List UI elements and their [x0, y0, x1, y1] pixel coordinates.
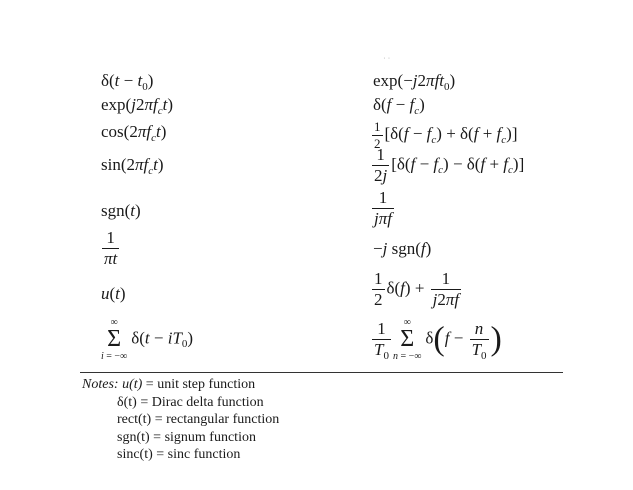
row-1-time-function: $\delta(t - t_0)$	[101, 71, 154, 93]
notes-block	[82, 376, 279, 464]
notes-label: Notes:	[82, 377, 119, 392]
notes-row-5: sinc(t) = sinc function	[117, 447, 241, 462]
scan-specks: ˙˙	[383, 56, 393, 65]
row-4-fourier-transform: $\frac{1}{2j}$ $[\delta(f - f_c) - \delta(f + f_c)]$	[374, 145, 525, 185]
notes-definition: sinc function	[167, 447, 241, 462]
row-8-time-function: ∞ Σ i = −∞ $\delta(t - iT_0)$	[101, 317, 194, 362]
row-8-fourier-transform: $\frac{1}{T_0}$ ∞ Σ n = −∞ δ(f − $\frac{n}{T_0}$ )	[374, 317, 502, 362]
notes-term: sgn(t)	[117, 429, 150, 445]
notes-row-2: δ(t) = Dirac delta function	[117, 394, 264, 410]
notes-definition: Dirac delta function	[151, 394, 264, 410]
notes-term: sinc(t)	[117, 447, 153, 462]
row-7-time-function: u(t)	[101, 284, 126, 303]
notes-term: δ(t)	[117, 394, 137, 410]
notes-definition: rectangular function	[166, 412, 280, 427]
row-6-fourier-transform: −j sgn(f)	[373, 239, 432, 258]
row-7-fourier-transform: $\frac{1}{2}$ δ(f) + $\frac{1}{j2\pi f}$	[374, 269, 460, 309]
row-4-time-function: $\sin(2\pi f_ct)$	[101, 155, 164, 177]
notes-term: u(t)	[122, 377, 143, 392]
notes-row-1: Notes: u(t) = unit step function	[82, 377, 256, 392]
notes-row-3: rect(t) = rectangular function	[117, 412, 280, 427]
row-2-fourier-transform: $\delta(f - f_c)$	[373, 95, 425, 117]
notes-definition: unit step function	[157, 377, 256, 392]
table-bottom-rule	[80, 372, 563, 373]
row-6-time-function: $\frac{1}{\pi t}$	[104, 228, 118, 268]
row-2-time-function: $\exp(j2\pi f_ct)$	[101, 95, 174, 117]
notes-row-4: sgn(t) = signum function	[117, 429, 256, 445]
notes-definition: signum function	[164, 429, 256, 445]
row-5-fourier-transform: $\frac{1}{\text{jπf}}$	[374, 188, 392, 228]
row-3-time-function: $\cos(2\pi f_ct)$	[101, 122, 167, 144]
row-3-fourier-transform: $\frac{1}{2}$ $[\delta(f - f_c) + \delta(f + f_c)]$	[374, 119, 518, 151]
row-5-time-function: sgn(t)	[101, 201, 141, 220]
row-1-fourier-transform: exp(−j2πft$_0$)	[373, 71, 456, 93]
notes-term: rect(t)	[117, 412, 152, 427]
